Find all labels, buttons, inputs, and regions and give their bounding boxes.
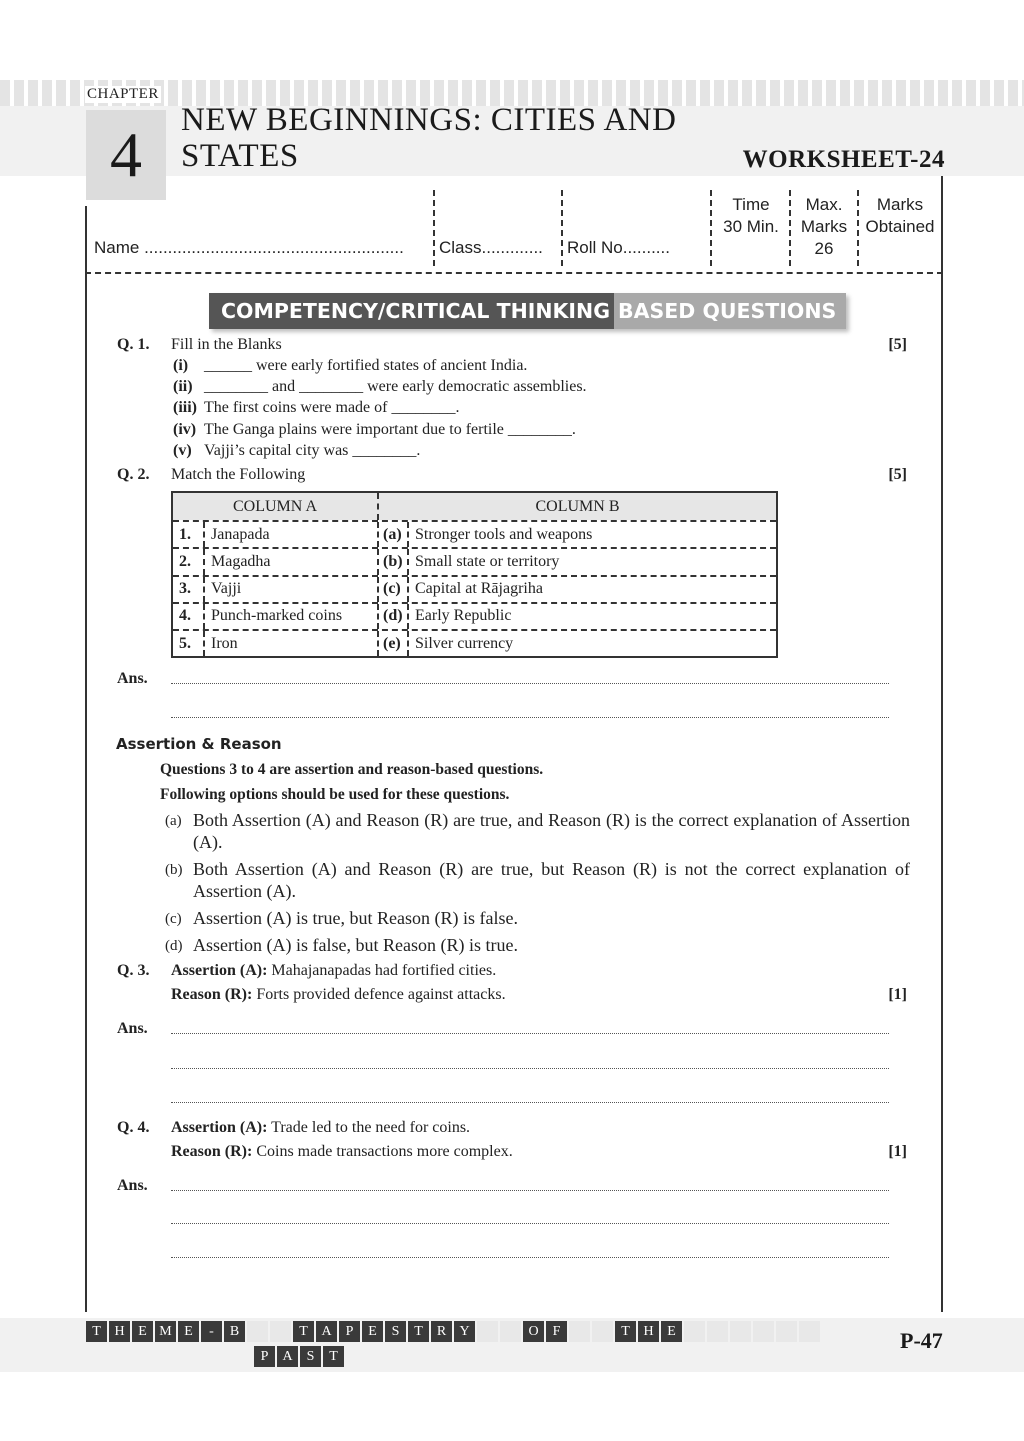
ar-option: [165, 907, 910, 929]
column-a-cell: Janapada: [205, 522, 379, 547]
table-row: [173, 520, 776, 547]
time-value: 30 Min.: [723, 217, 779, 236]
ar-option-label: (a): [165, 813, 182, 829]
answer-line[interactable]: [171, 1223, 889, 1224]
q3-answer-label: Ans.: [117, 1020, 148, 1037]
footer-letter-tile: B: [224, 1321, 245, 1342]
ar-option-label: (d): [165, 938, 183, 954]
marks-obtained-box: [861, 194, 939, 238]
chapter-title-line1: NEW BEGINNINGS: CITIES AND: [181, 102, 677, 138]
footer-letter-tile: S: [300, 1346, 321, 1367]
q2-answer-label: Ans.: [117, 670, 148, 687]
marks-obtained-label: Marks: [876, 195, 924, 214]
section-banner: [209, 293, 846, 329]
name-field[interactable]: Name .......................................................: [94, 238, 404, 257]
reason-text: Forts provided defence against attacks.: [252, 986, 506, 1003]
assertion-text: Mahajanapadas had fortified cities.: [267, 962, 497, 979]
footer-theme-line2: [254, 1346, 346, 1367]
footer-letter-tile: A: [277, 1346, 298, 1367]
row-letter: (c): [379, 577, 409, 602]
worksheet-label: WORKSHEET-24: [742, 146, 945, 173]
q1-number: Q. 1.: [117, 336, 150, 353]
footer-spacer-tile: [707, 1321, 728, 1342]
info-divider: [789, 190, 791, 266]
footer-spacer-tile: [569, 1321, 590, 1342]
q4-reason: [171, 1143, 513, 1161]
ar-option-text: Assertion (A) is false, but Reason (R) is true.: [193, 935, 518, 955]
info-divider: [561, 190, 563, 266]
q1-title: Fill in the Blanks: [171, 336, 282, 353]
footer-letter-tile: O: [523, 1321, 544, 1342]
footer-spacer-tile: [684, 1321, 705, 1342]
answer-line[interactable]: [171, 1033, 889, 1034]
reason-text: Coins made transactions more complex.: [252, 1143, 513, 1160]
footer-letter-tile: T: [615, 1321, 636, 1342]
marks-obtained-label2: Obtained: [865, 217, 935, 236]
ar-option: [165, 809, 910, 853]
footer-letter-tile: P: [254, 1346, 275, 1367]
ar-intro-1: Questions 3 to 4 are assertion and reason-based questions.: [160, 761, 544, 778]
row-number: 2.: [173, 549, 205, 574]
table-header-row: [173, 493, 776, 520]
column-b-cell: Small state or territory: [415, 552, 560, 570]
match-table: [171, 491, 778, 658]
footer-letter-tile: A: [316, 1321, 337, 1342]
chapter-label: CHAPTER: [87, 86, 159, 102]
q1-item-label: (iv): [173, 421, 197, 438]
footer-letter-tile: R: [431, 1321, 452, 1342]
footer-letter-tile: H: [638, 1321, 659, 1342]
max-marks-value: 26: [814, 239, 834, 258]
row-letter: (b): [379, 549, 409, 574]
q1-item-label: (v): [173, 442, 192, 459]
answer-line[interactable]: [171, 1068, 889, 1069]
row-number: 4.: [173, 604, 205, 629]
row-number: 5.: [173, 631, 205, 656]
footer-spacer-tile: [753, 1321, 774, 1342]
footer-letter-tile: P: [339, 1321, 360, 1342]
footer-letter-tile: F: [546, 1321, 567, 1342]
table-row: [173, 575, 776, 602]
footer-letter-tile: -: [201, 1321, 222, 1342]
assertion-label: Assertion (A):: [171, 962, 268, 979]
frame-left-border: [85, 206, 87, 1312]
info-divider: [710, 190, 712, 266]
footer-letter-tile: E: [362, 1321, 383, 1342]
footer-spacer-tile: [799, 1321, 820, 1342]
footer-letter-tile: T: [323, 1346, 344, 1367]
assertion-text: Trade led to the need for coins.: [267, 1119, 471, 1136]
column-b-cell: Stronger tools and weapons: [415, 525, 593, 543]
q3-assertion: [171, 962, 496, 980]
ar-option: [165, 934, 910, 956]
roll-field[interactable]: Roll No..........: [567, 238, 670, 257]
ar-option-label: (b): [165, 862, 183, 878]
footer-letter-tile: T: [408, 1321, 429, 1342]
q1-item-text: The first coins were made of ________.: [204, 399, 460, 416]
ar-option-text: Both Assertion (A) and Reason (R) are true, but Reason (R) is not the correct explanation of Assertion (A).: [193, 859, 910, 901]
footer-letter-tile: E: [661, 1321, 682, 1342]
q4-assertion: [171, 1119, 470, 1137]
footer-letter-tile: H: [109, 1321, 130, 1342]
q3-marks: [1]: [888, 986, 907, 1003]
q4-marks: [1]: [888, 1143, 907, 1160]
ar-option-label: (c): [165, 911, 182, 927]
q2-number: Q. 2.: [117, 466, 150, 483]
table-row: [173, 629, 776, 656]
footer-letter-tile: E: [178, 1321, 199, 1342]
q3-number: Q. 3.: [117, 962, 150, 979]
chapter-number: 4: [86, 110, 166, 200]
ar-option-text: Assertion (A) is true, but Reason (R) is false.: [193, 908, 518, 928]
q4-number: Q. 4.: [117, 1119, 150, 1136]
page-number: P-47: [900, 1328, 943, 1353]
q1-item-text: Vajji’s capital city was ________.: [204, 442, 421, 459]
q4-answer-label: Ans.: [117, 1177, 148, 1194]
ar-intro-2: Following options should be used for these questions.: [160, 786, 510, 803]
reason-label: Reason (R):: [171, 986, 253, 1003]
row-letter: (a): [379, 522, 409, 547]
info-divider: [433, 190, 435, 266]
class-field[interactable]: Class.............: [439, 238, 543, 257]
table-row: [173, 602, 776, 629]
info-separator: [85, 272, 943, 274]
footer-letter-tile: E: [132, 1321, 153, 1342]
column-b-cell: Silver currency: [415, 634, 514, 652]
answer-line[interactable]: [171, 717, 889, 718]
assertion-label: Assertion (A):: [171, 1119, 268, 1136]
footer-spacer-tile: [270, 1321, 291, 1342]
info-divider: [857, 190, 859, 266]
q1-item-label: (iii): [173, 399, 197, 416]
chapter-title: [181, 102, 676, 174]
time-label: Time: [732, 195, 770, 214]
max-marks-box: [793, 194, 855, 260]
q1-marks: [5]: [888, 336, 907, 353]
footer-letter-tile: Y: [454, 1321, 475, 1342]
row-letter: (d): [379, 604, 409, 629]
footer-spacer-tile: [500, 1321, 521, 1342]
banner-part1: COMPETENCY/CRITICAL THINKING: [209, 293, 614, 329]
q1-item-text: ______ were early fortified states of ancient India.: [204, 357, 528, 374]
q1-item-text: The Ganga plains were important due to fertile ________.: [204, 421, 576, 438]
answer-line[interactable]: [171, 1257, 889, 1258]
footer-spacer-tile: [776, 1321, 797, 1342]
answer-line[interactable]: [171, 1190, 889, 1191]
column-a-cell: Vajji: [205, 577, 379, 602]
row-number: 1.: [173, 522, 205, 547]
footer-letter-tile: T: [293, 1321, 314, 1342]
q1-item-label: (i): [173, 357, 189, 374]
banner-part2: BASED QUESTIONS: [614, 293, 846, 329]
footer-letter-tile: M: [155, 1321, 176, 1342]
column-a-cell: Magadha: [205, 549, 379, 574]
column-a-header: COLUMN A: [173, 493, 379, 520]
footer-letter-tile: T: [86, 1321, 107, 1342]
assertion-reason-heading: Assertion & Reason: [116, 735, 282, 753]
column-b-cell: Early Republic: [415, 607, 512, 625]
max-marks-label2: Marks: [800, 217, 848, 236]
answer-line[interactable]: [171, 1102, 889, 1103]
column-a-cell: Iron: [205, 631, 379, 656]
q1-item-label: (ii): [173, 378, 193, 395]
ar-option-text: Both Assertion (A) and Reason (R) are true, and Reason (R) is the correct explanation of Assertion (A).: [193, 810, 910, 852]
footer-letter-tile: S: [385, 1321, 406, 1342]
reason-label: Reason (R):: [171, 1143, 253, 1160]
q2-marks: [5]: [888, 466, 907, 483]
ar-option: [165, 858, 910, 902]
row-letter: (e): [379, 631, 409, 656]
time-box: [714, 194, 788, 238]
footer-theme-line1: [86, 1321, 822, 1342]
q2-title: Match the Following: [171, 466, 306, 483]
row-number: 3.: [173, 577, 205, 602]
footer-spacer-tile: [730, 1321, 751, 1342]
table-row: [173, 547, 776, 574]
q1-item-text: ________ and ________ were early democratic assemblies.: [204, 378, 587, 395]
footer-spacer-tile: [247, 1321, 268, 1342]
footer-spacer-tile: [592, 1321, 613, 1342]
frame-right-border: [941, 176, 943, 1312]
q3-reason: [171, 986, 506, 1004]
footer-spacer-tile: [477, 1321, 498, 1342]
max-marks-label: Max.: [805, 195, 843, 214]
column-b-header: COLUMN B: [535, 497, 620, 515]
answer-line[interactable]: [171, 683, 889, 684]
column-b-cell: Capital at Rājagriha: [415, 580, 543, 598]
column-a-cell: Punch-marked coins: [205, 604, 379, 629]
chapter-title-line2: STATES: [181, 138, 299, 174]
